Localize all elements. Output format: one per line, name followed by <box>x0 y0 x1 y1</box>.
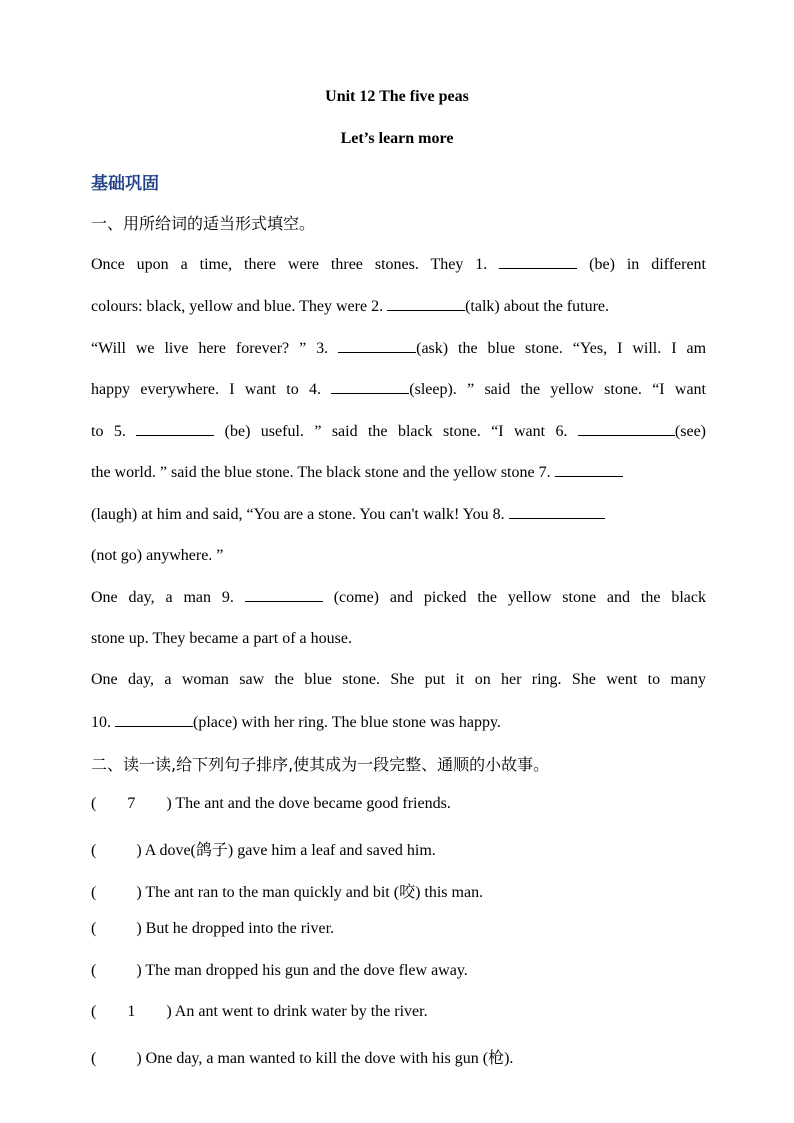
order-answer-slot[interactable]: 1 <box>127 1003 136 1020</box>
blank-7[interactable] <box>555 462 623 477</box>
page-title: Unit 12 The five peas <box>325 88 469 105</box>
passage-line: (not go) anywhere. ” <box>91 547 224 564</box>
passage-line: “Will we live here forever? ” 3. (ask) the blue stone. “Yes, I will. I am <box>91 340 707 357</box>
blank-8[interactable] <box>509 504 605 519</box>
passage-line: the world. ” said the blue stone. The black stone and the yellow stone 7. <box>91 462 706 483</box>
section-label: 基础巩固 <box>91 174 159 194</box>
part2-heading: 二、读一读,给下列句子排序,使其成为一段完整、通顺的小故事。 <box>91 755 550 774</box>
blank-4[interactable] <box>331 379 409 394</box>
passage-line: One day, a man 9. (come) and picked the yellow stone and the black <box>91 589 707 606</box>
order-item: ( 1 ) An ant went to drink water by the river. <box>91 1003 428 1020</box>
blank-2[interactable] <box>387 296 465 311</box>
passage-line: 10. (place) with her ring. The blue stone was happy. <box>91 714 501 731</box>
order-answer-slot[interactable]: 7 <box>127 795 136 812</box>
blank-10[interactable] <box>115 712 193 727</box>
order-item: ( ) But he dropped into the river. <box>91 920 335 937</box>
order-item: ( ) The man dropped his gun and the dove flew away. <box>91 962 468 979</box>
order-item: ( 7 ) The ant and the dove became good friends. <box>91 795 451 812</box>
passage-line: Once upon a time, there were three stones. They 1. (be) in different <box>91 256 706 273</box>
order-item: ( ) One day, a man wanted to kill the dove with his gun (枪). <box>91 1050 514 1067</box>
order-item: ( ) The ant ran to the man quickly and bit (咬) this man. <box>91 884 484 901</box>
blank-5[interactable] <box>136 421 214 436</box>
blank-9[interactable] <box>245 587 323 602</box>
passage-line: to 5. (be) useful. ” said the black stone. “I want 6. (see) <box>91 423 706 440</box>
passage-line: stone up. They became a part of a house. <box>91 630 352 647</box>
passage-line: colours: black, yellow and blue. They were 2. (talk) about the future. <box>91 298 610 315</box>
passage-line: happy everywhere. I want to 4. (sleep). ” said the yellow stone. “I want <box>91 381 707 398</box>
blank-6[interactable] <box>578 421 675 436</box>
blank-1[interactable] <box>499 254 577 269</box>
part1-heading: 一、用所给词的适当形式填空。 <box>91 214 316 233</box>
page-subtitle: Let’s learn more <box>340 130 454 147</box>
passage-line: (laugh) at him and said, “You are a stone. You can't walk! You 8. <box>91 504 706 525</box>
blank-3[interactable] <box>338 338 416 353</box>
passage-line: One day, a woman saw the blue stone. She put it on her ring. She went to many <box>91 671 706 688</box>
order-item: ( ) A dove(鸽子) gave him a leaf and saved him. <box>91 842 436 859</box>
